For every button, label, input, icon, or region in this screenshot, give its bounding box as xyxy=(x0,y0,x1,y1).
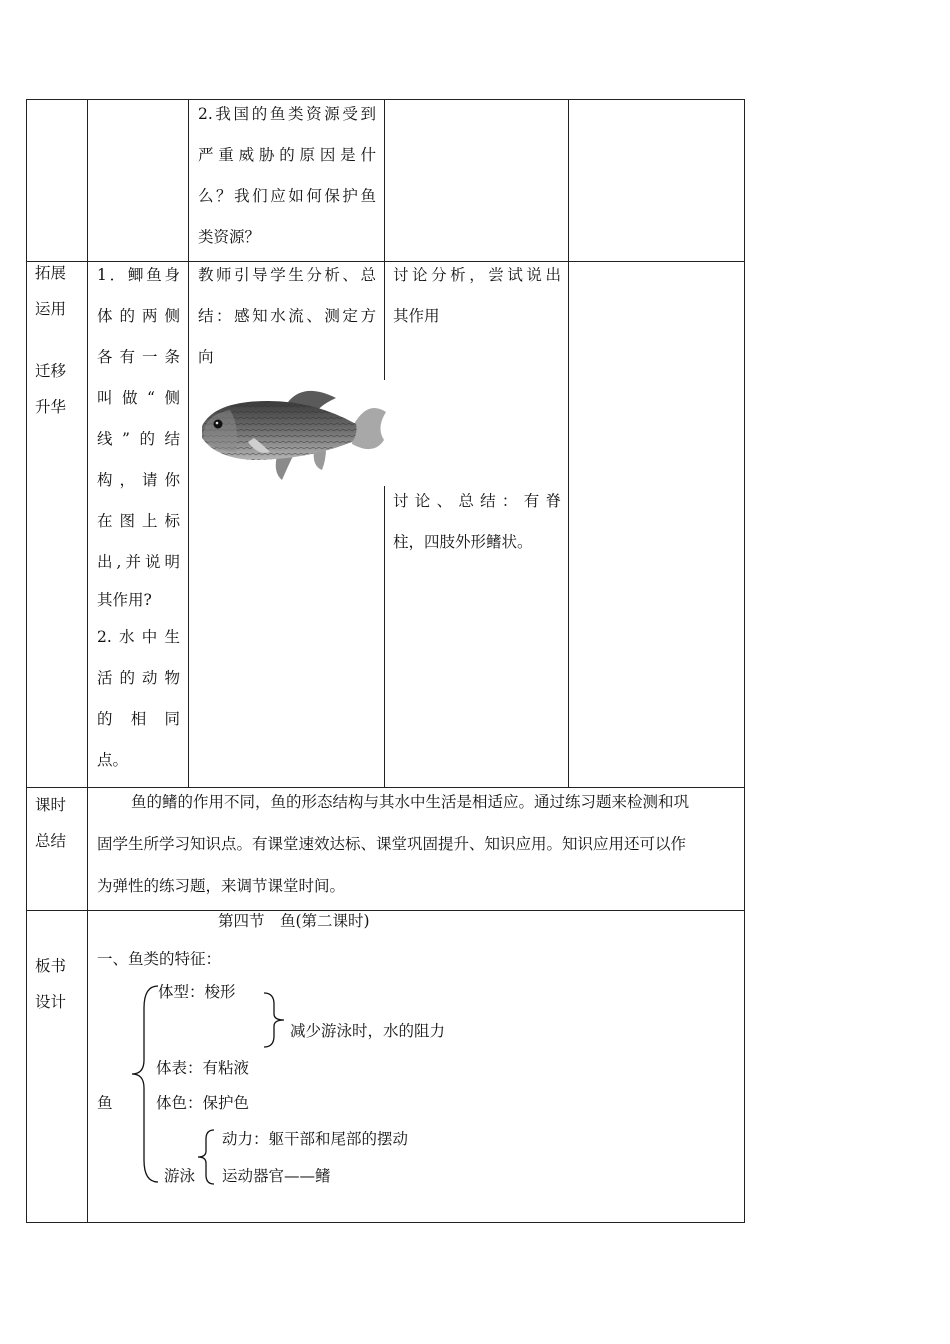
reduce-resistance-text: 减少游泳时，水的阻力 xyxy=(290,1022,446,1040)
summary-line: 为弹性的练习题，来调节课堂时间。 xyxy=(97,877,346,895)
question-line: 活的动物 xyxy=(97,669,180,687)
label-line: 板书 xyxy=(35,957,67,975)
summary-line: 固学生所学习知识点。有课堂速效达标、课堂巩固提升、知识应用。知识应用还可以作 xyxy=(97,835,687,853)
question-line: 线”的结 xyxy=(97,430,180,448)
summary-line: 鱼的鳍的作用不同，鱼的形态结构与其水中生活是相适应。通过练习题来检测和巩 xyxy=(131,793,690,811)
fish-label: 鱼 xyxy=(97,1094,113,1112)
label-line: 运用 xyxy=(35,300,67,318)
row-divider xyxy=(26,910,745,911)
student-line: 柱，四肢外形鳍状。 xyxy=(393,533,533,551)
body-surface-text: 体表：有粘液 xyxy=(156,1059,250,1077)
power-text: 动力：躯干部和尾部的摆动 xyxy=(222,1130,409,1148)
question-line: 体的两侧 xyxy=(97,307,180,325)
board-heading: 一、鱼类的特征： xyxy=(97,950,222,968)
teacher-line: 结：感知水流、测定方 xyxy=(198,307,376,325)
label-line: 课时 xyxy=(35,796,67,814)
question-line: 的 相 同 xyxy=(97,710,180,728)
question-cell xyxy=(198,94,376,258)
question-line: 么？我们应如何保护鱼 xyxy=(198,187,376,205)
label-line: 迁移 xyxy=(35,362,67,380)
organ-text: 运动器官——鳍 xyxy=(222,1167,331,1185)
swim-label: 游泳 xyxy=(164,1167,196,1185)
label-line: 升华 xyxy=(35,398,67,416)
row-label-extension xyxy=(35,255,80,425)
question-line: 2.水中生 xyxy=(97,628,180,646)
label-spacer xyxy=(35,327,80,353)
body-shape-text: 体型：梭形 xyxy=(158,983,236,1001)
teacher-activity-cell xyxy=(198,255,376,378)
question-line: 各有一条 xyxy=(97,348,180,366)
question-cell-extension xyxy=(97,255,180,781)
label-line: 总结 xyxy=(35,832,67,850)
question-line: 构，请你 xyxy=(97,471,180,489)
right-brace xyxy=(260,990,290,1050)
summary-cell xyxy=(97,781,735,907)
question-line: 严重威胁的原因是什 xyxy=(198,146,376,164)
table-border-bottom xyxy=(26,1222,745,1223)
teacher-line: 向 xyxy=(198,348,214,366)
teacher-line: 教师引导学生分析、总 xyxy=(198,266,376,284)
table-border-left xyxy=(26,99,27,1223)
question-line: 1．鲫鱼身 xyxy=(97,266,180,284)
question-line: 其作用? xyxy=(97,591,152,609)
question-line: 2.我国的鱼类资源受到 xyxy=(198,105,376,123)
board-title: 第四节 鱼(第二课时) xyxy=(218,912,370,930)
fish-photo xyxy=(196,380,386,486)
label-line: 拓展 xyxy=(35,264,67,282)
question-line: 在图上标 xyxy=(97,512,180,530)
column-divider xyxy=(384,99,385,380)
swim-brace xyxy=(194,1127,216,1187)
question-line: 类资源？ xyxy=(198,228,261,246)
student-activity-cell xyxy=(393,255,561,337)
question-line: 点。 xyxy=(97,751,129,769)
left-brace xyxy=(126,982,160,1188)
body-color-text: 体色：保护色 xyxy=(156,1094,250,1112)
table-border-top xyxy=(26,99,745,100)
column-divider xyxy=(87,99,88,1223)
label-line: 设计 xyxy=(35,993,67,1011)
student-conclusion-cell xyxy=(393,481,561,563)
student-line: 其作用 xyxy=(393,307,440,325)
table-border-right xyxy=(744,99,745,1223)
question-line: 出,并说明 xyxy=(97,553,180,571)
question-line: 叫做“侧 xyxy=(97,389,180,407)
column-divider xyxy=(568,99,569,788)
student-line: 讨论、总结：有脊 xyxy=(393,492,561,510)
row-label-summary xyxy=(35,787,80,859)
student-line: 讨论分析，尝试说出 xyxy=(393,266,561,284)
column-divider xyxy=(188,99,189,788)
column-divider xyxy=(384,486,385,788)
row-label-board xyxy=(35,948,80,1020)
